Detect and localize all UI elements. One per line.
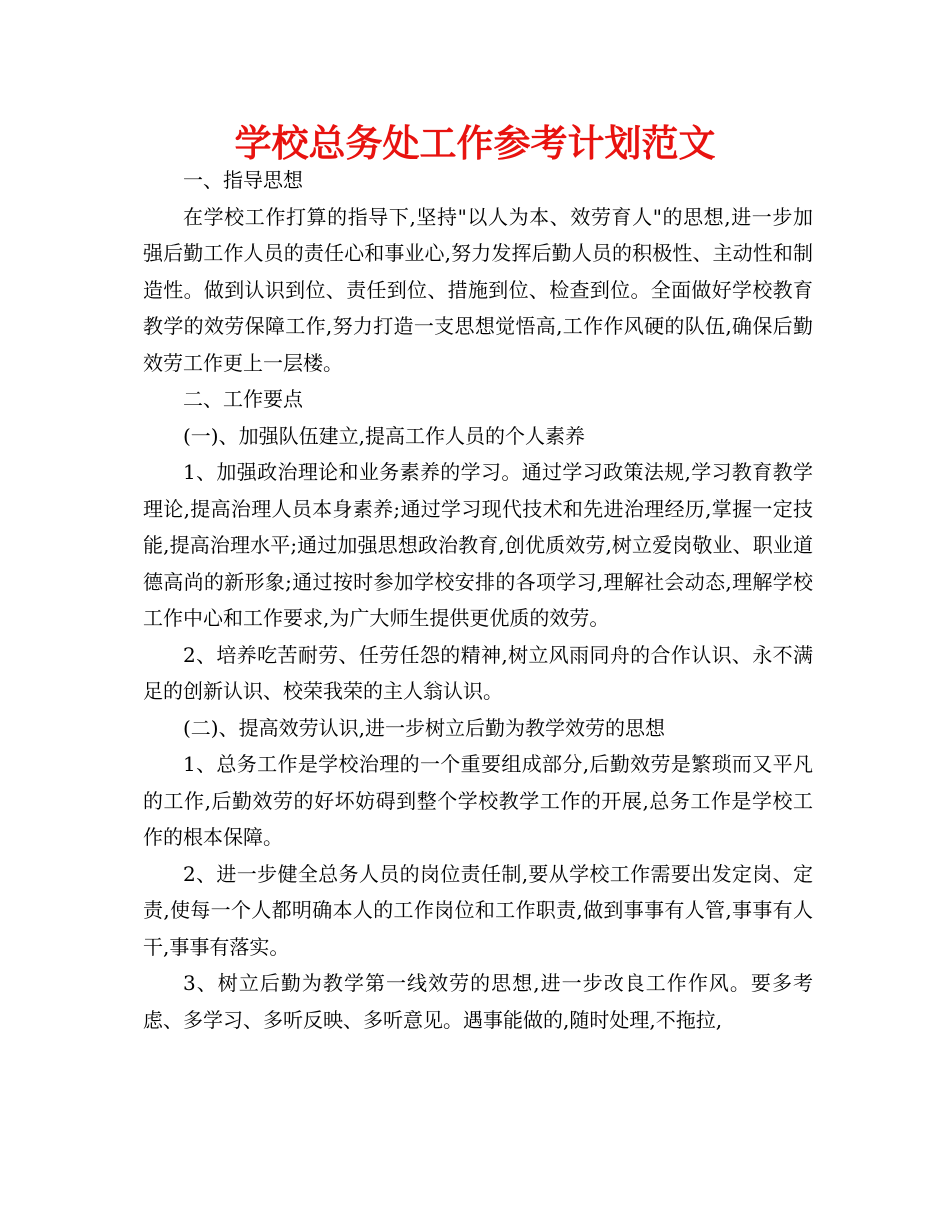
paragraph: 1、加强政治理论和业务素养的学习。通过学习政策法规,学习教育教学理论,提高治理人员本身素养;通过学习现代技术和先进治理经历,掌握一定技能,提高治理水平;通过加强思想政治教育,创优质效劳,树立爱岗敬业、职业道德高尚的新形象;通过按时参加学校安排的各项学习,理解社会动态,理解学校工作中心和工作要求,为广大师生提供更优质的效劳。: [143, 460, 813, 630]
section-heading: 二、工作要点: [183, 387, 303, 411]
subsection-heading: (二)、提高效劳认识,进一步树立后勤为教学效劳的思想: [183, 715, 665, 740]
paragraph: 在学校工作打算的指导下,坚持"以人为本、效劳育人"的思想,进一步加强后勤工作人员的责任心和事业心,努力发挥后勤人员的积极性、主动性和制造性。做到认识到位、责任到位、措施到位、检查到位。全面做好学校教育教学的效劳保障工作,努力打造一支思想觉悟高,工作作风硬的队伍,确保后勤效劳工作更上一层楼。: [143, 204, 813, 375]
paragraph: 3、树立后勤为教学第一线效劳的思想,进一步改良工作作风。要多考虑、多学习、多听反映、多听意见。遇事能做的,随时处理,不拖拉,: [143, 971, 813, 1032]
paragraph: 2、进一步健全总务人员的岗位责任制,要从学校工作需要出发定岗、定责,使每一个人都明确本人的工作岗位和工作职责,做到事事有人管,事事有人干,事事有落实。: [143, 861, 813, 959]
section-heading: 一、指导思想: [183, 168, 303, 192]
paragraph: 2、培养吃苦耐劳、任劳任怨的精神,树立风雨同舟的合作认识、永不满足的创新认识、校荣我荣的主人翁认识。: [143, 642, 813, 703]
subsection-heading: (一)、加强队伍建立,提高工作人员的个人素养: [183, 423, 585, 448]
document-body: [143, 162, 813, 1038]
paragraph: 1、总务工作是学校治理的一个重要组成部分,后勤效劳是繁琐而又平凡的工作,后勤效劳的好坏妨碍到整个学校教学工作的开展,总务工作是学校工作的根本保障。: [143, 752, 813, 849]
page-title: 学校总务处工作参考计划范文: [234, 122, 716, 165]
